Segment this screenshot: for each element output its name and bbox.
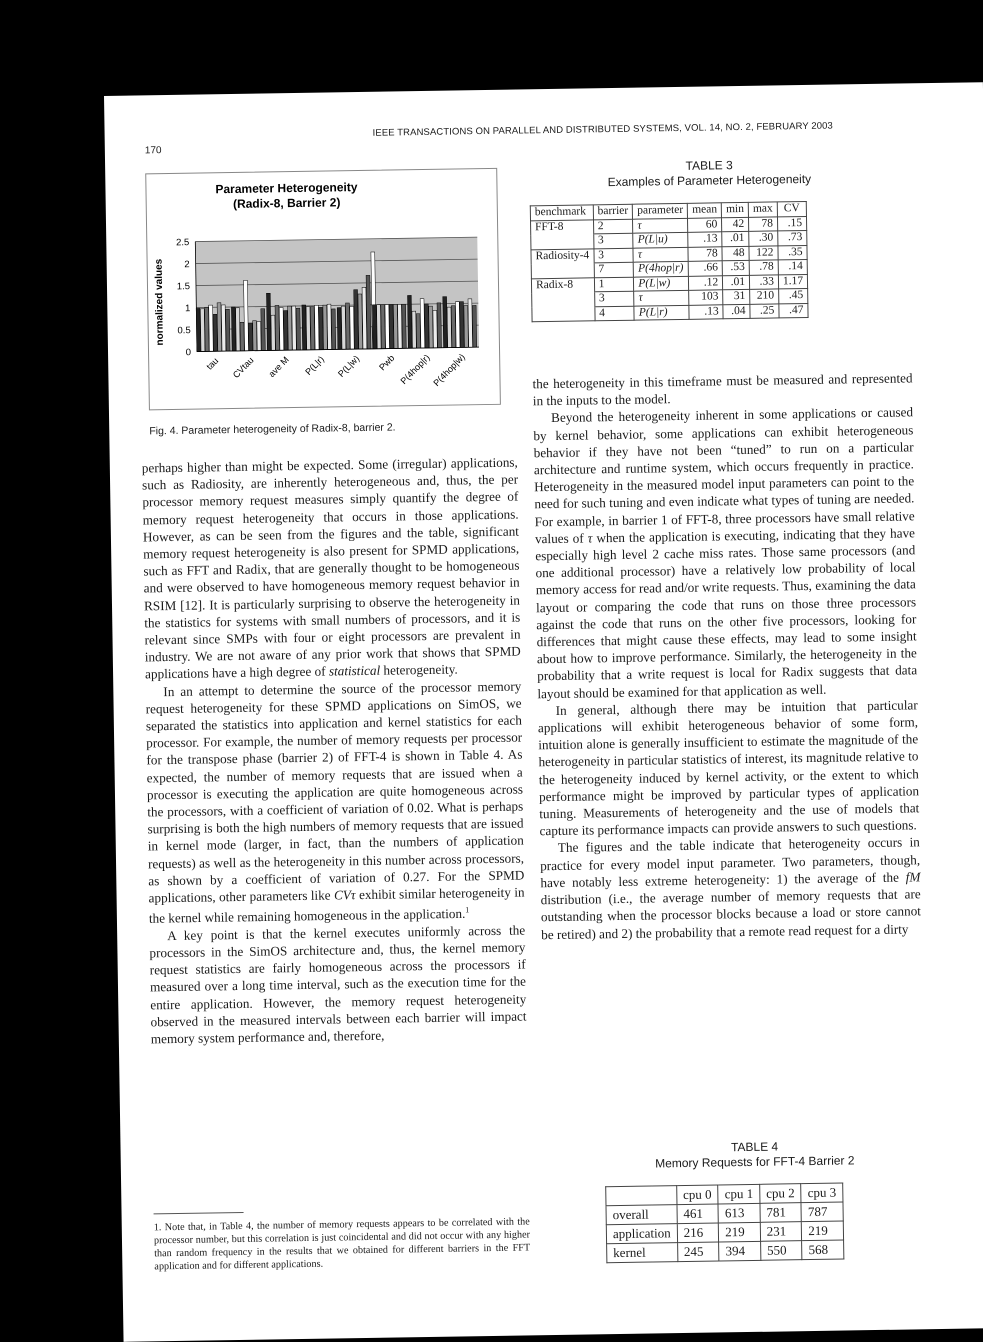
bar: [296, 308, 300, 350]
bar: [323, 305, 327, 349]
bar: [196, 308, 200, 351]
bar: [236, 308, 240, 351]
chart-title-line1: Parameter Heterogeneity: [215, 180, 358, 197]
y-tick-label: 1.5: [176, 281, 191, 293]
table-cell-parameter: P(L|r): [634, 305, 689, 320]
text-run: Beyond the heterogeneity inherent in some applications or caused by kernel behavior, some applications can exhibit heterogeneous behavior if they have not been “tuned” to run on a particular architecture and runtime system, which occurs frequently in practice. Heterogeneity in the measured model input parameters can point to the need for such tuning and even indicate what types of tuning are needed. For example, in barrier 1 of FFT-8, three processors have small relative values of: [533, 404, 915, 547]
text-run: In an attempt to determine the source of the processor memory request heterogeneity for these SPMD applications on SimOS, we separated the statistics into application and kernel statistics for each processor. For example, the number of memory requests per processor for the transpose phase (barrier 2) of FFT-4 is shown in Table 4. As expected, the number of memory requests that are issued when a processor is executing the application are quite homogeneous across the processors, with a coefficient of variation of 0.02. What is perhaps surprising is both the high numbers of memory requests that are issued in kernel mode (larger, in fact, than the numbers of application requests) as well as the heterogeneity in this number across processors, as shown by a coefficient of variation of 0.27. For the SPMD applications, other parameters like: [145, 678, 525, 906]
bar: [377, 305, 381, 349]
table-3-label: TABLE 3: [685, 158, 733, 173]
bar: [372, 305, 376, 349]
chart-y-axis-label: normalized values: [153, 258, 166, 346]
paragraph: [145, 677, 525, 927]
bar: [429, 306, 433, 348]
bar: [451, 306, 455, 348]
y-tick-label: 0.5: [177, 325, 191, 337]
table-cell: 231: [760, 1222, 802, 1242]
table-cell-max: .25: [750, 303, 779, 318]
table-cell-min: .53: [722, 260, 749, 275]
bar: [314, 305, 318, 349]
table-cell: 568: [802, 1240, 844, 1260]
math-fm: fM: [905, 869, 921, 885]
table-cell-benchmark: [531, 234, 594, 249]
table-cell-mean: .13: [689, 304, 723, 319]
table-cell-benchmark: [532, 292, 595, 307]
bar: [240, 322, 244, 351]
chart-title-line2: (Radix-8, Barrier 2): [232, 195, 341, 211]
table-cell-max: 122: [749, 245, 778, 260]
bar: [412, 311, 416, 348]
bar: [275, 305, 280, 350]
text-run: exhibit similar heterogeneity in the kernel while remaining homogeneous in the application.: [148, 884, 525, 927]
bar: [261, 309, 265, 351]
table-cell-mean: 78: [688, 246, 722, 261]
bar: [302, 305, 307, 350]
table-header-cell: min: [721, 202, 748, 217]
table-row: [607, 1240, 844, 1263]
table-header-cell: benchmark: [530, 205, 593, 220]
footnote-marker: 1: [465, 905, 470, 915]
x-tick-label: tau: [204, 355, 221, 372]
bar: [460, 302, 465, 348]
bar: [443, 297, 448, 348]
table-cell-parameter: τ: [633, 247, 688, 262]
bar: [468, 299, 473, 347]
table-header-cell: [606, 1186, 677, 1206]
bar: [385, 305, 389, 349]
table-cell-mean: .12: [689, 275, 723, 290]
bar: [331, 309, 335, 350]
right-column: [532, 369, 921, 943]
bar: [464, 306, 468, 348]
table-cell-min: .01: [723, 275, 750, 290]
table-row-label: application: [606, 1224, 677, 1244]
x-tick-label: P(4hop|w): [431, 351, 467, 389]
text-run: when the application is executing, indicating that they have especially high level 2 cache miss rates. Those same processors (and one additional processor) have a relatively low probability of local memory access for read and/or write requests. Thus, examining the data layout or comparing the code that runs on those three processors against the code that runs on the other five processors, looking for differences that might cause these effects, may lead to some insight about how to improve performance. Similarly, the heterogeneity in the probability that a write request is local for Radix suggests that data layout should be examined for that application as well.: [535, 525, 918, 701]
table-header-cell: max: [748, 202, 777, 217]
bar: [389, 304, 393, 348]
table-cell-max: .78: [749, 260, 778, 275]
math-cv-tau: CVτ: [333, 887, 356, 903]
table-cell: 219: [802, 1221, 844, 1241]
paragraph: [540, 834, 922, 943]
table-header-cell: CV: [777, 201, 806, 216]
table-cell: 781: [760, 1203, 802, 1223]
bar: [407, 295, 412, 348]
table-cell-barrier: 7: [594, 262, 634, 277]
table-cell-mean: 60: [688, 217, 722, 232]
bar: [455, 302, 460, 348]
emphasis: statistical: [328, 663, 381, 679]
bar: [231, 307, 235, 351]
bar: [221, 305, 226, 351]
x-tick-label: ave M: [266, 354, 291, 380]
table-cell-mean: .13: [688, 232, 722, 247]
table-cell-benchmark: Radiosity-4: [531, 248, 594, 263]
table-header-cell: cpu 2: [760, 1184, 802, 1204]
table-cell: 216: [677, 1223, 719, 1243]
bar: [248, 323, 252, 351]
bar: [209, 305, 214, 351]
table-header-cell: cpu 3: [801, 1183, 843, 1203]
page-number: 170: [144, 145, 162, 157]
bar: [279, 308, 283, 351]
bar: [337, 308, 341, 350]
table-header-cell: parameter: [633, 203, 688, 218]
table-cell-mean: 103: [689, 290, 723, 305]
table-cell-cv: 1.17: [778, 274, 807, 289]
figure-4: [145, 168, 501, 410]
table-row-label: kernel: [607, 1243, 678, 1263]
bar: [381, 305, 385, 349]
paragraph: [142, 454, 521, 684]
table-cell-cv: .35: [778, 245, 807, 260]
table-cell-parameter: P(L|u): [633, 232, 688, 247]
paragraph: the heterogeneity in this timeframe must be measured and represented in the inputs to the model.: [532, 370, 913, 409]
table-cell-mean: .66: [688, 261, 722, 276]
bar: [310, 307, 314, 350]
table-cell-cv: .14: [778, 259, 807, 274]
bar: [398, 304, 402, 348]
table-3: [530, 201, 809, 322]
table-cell: 550: [760, 1241, 802, 1261]
table-cell-barrier: 2: [593, 219, 633, 234]
table-4: [605, 1183, 844, 1264]
table-header-cell: cpu 0: [676, 1185, 718, 1205]
bar: [420, 299, 425, 348]
table-cell-benchmark: Radix-8: [531, 277, 594, 292]
journal-header: IEEE TRANSACTIONS ON PARALLEL AND DISTRIBUTED SYSTEMS, VOL. 14, NO. 2, FEBRUARY 2003: [372, 120, 833, 139]
table-cell: 394: [719, 1241, 761, 1261]
table-cell-min: 31: [723, 289, 750, 304]
table-cell-max: 78: [749, 216, 778, 231]
bar: [472, 305, 476, 347]
table-4-label: TABLE 4: [730, 1139, 779, 1155]
left-column: [142, 454, 527, 1048]
bar: [424, 304, 428, 348]
bar: [271, 315, 275, 350]
bar: [393, 304, 397, 348]
bar: [319, 307, 323, 349]
bar: [362, 287, 367, 349]
x-tick-label: CVtau: [230, 355, 256, 381]
table-cell: 219: [719, 1222, 761, 1242]
bar: [416, 314, 420, 348]
table-cell: 461: [677, 1204, 719, 1224]
bar: [447, 307, 451, 348]
table-cell-cv: .47: [779, 303, 808, 318]
bar: [288, 306, 292, 350]
paragraph: In general, although there may be intuition that particular applications will exhibit heterogeneous behavior of some form, intuition alone is generally insufficient to estimate the magnitude of the heterogeneity in particular statistics of interest, its magnitude relative to the heterogeneity induced by kernel activity, or the extent to which performance might be improved by particular types of application tuning. Measurements of heterogeneity and the use of models that capture its performance impacts can provide answers to such questions.: [537, 697, 920, 839]
math-tau: τ: [587, 530, 593, 546]
table-row: [532, 303, 808, 322]
table-cell: 245: [677, 1242, 719, 1262]
table-row-label: overall: [606, 1205, 677, 1225]
bar: [350, 306, 354, 349]
bar: [205, 307, 209, 351]
bar: [366, 275, 371, 349]
table-cell-min: 48: [722, 246, 749, 261]
table-cell-benchmark: [532, 306, 595, 321]
table-cell: 613: [718, 1203, 760, 1223]
x-tick-label: P(4hop|r): [398, 352, 432, 387]
table-cell-max: .33: [749, 274, 778, 289]
paragraph: [533, 404, 918, 702]
y-tick-label: 0: [185, 347, 192, 359]
bar: [433, 310, 437, 347]
bar: [200, 309, 204, 352]
bar: [253, 321, 257, 351]
table-cell-max: 210: [750, 289, 779, 304]
text-run: heterogeneity.: [380, 661, 458, 679]
y-tick-label: 2.5: [176, 237, 190, 249]
table-cell: 787: [801, 1202, 843, 1222]
table-4-caption: Memory Requests for FFT-4 Barrier 2: [655, 1153, 855, 1171]
bar: [213, 314, 217, 351]
table-cell-cv: .45: [779, 288, 808, 303]
text-run: The figures and the table indicate that heterogeneity occurs in practice for every model input parameter. Two parameters, though, have notably less extreme heterogeneity: 1) the average of the: [540, 834, 921, 891]
y-tick-label: 1: [184, 303, 191, 315]
table-cell-benchmark: FFT-8: [531, 219, 594, 234]
table-cell-barrier: 4: [595, 306, 635, 321]
bar: [244, 280, 249, 350]
figure-caption: Fig. 4. Parameter heterogeneity of Radix-8, barrier 2.: [149, 421, 396, 438]
bar: [226, 309, 230, 351]
table-cell-min: 42: [722, 217, 749, 232]
table-cell-barrier: 3: [593, 233, 633, 248]
footnote: [154, 1215, 531, 1273]
table-cell-parameter: τ: [634, 290, 689, 305]
table-header-cell: mean: [688, 203, 722, 218]
table-3-caption: Examples of Parameter Heterogeneity: [607, 171, 812, 190]
footnote-text: 1. Note that, in Table 4, the number of memory requests appears to be correlated with the processor number, but this correlation is just coincidental and did not occur with any higher than random frequency in the results that we obtained for different barriers in the FFT application and for different applications.: [153, 1216, 531, 1273]
table-cell-min: .04: [723, 304, 750, 319]
text-run: distribution (i.e., the average number of memory requests that are outstanding when the processor blocks because a load or store cannot be retired) and 2) the probability that a remote read request for a dirty: [540, 886, 922, 942]
bar-chart: [146, 169, 500, 409]
table-cell-cv: .15: [777, 216, 806, 231]
bar: [437, 303, 442, 348]
table-cell-barrier: 1: [594, 277, 634, 292]
table-cell-parameter: P(L|w): [634, 276, 689, 291]
paper-page: [104, 82, 983, 1342]
bar: [341, 306, 345, 349]
table-cell-barrier: 3: [594, 291, 634, 306]
table-cell-parameter: τ: [633, 218, 688, 233]
bar: [266, 293, 271, 350]
table-header-cell: cpu 1: [718, 1184, 760, 1204]
bar: [358, 294, 363, 349]
table-cell-benchmark: [531, 263, 594, 278]
x-tick-label: P(L|w): [336, 353, 362, 379]
bar: [292, 306, 296, 350]
paragraph: A key point is that the kernel executes uniformly across the processors in the SimOS architecture and, thus, the kernel memory request statistics are fairly homogeneous across the processors if measured over a long time interval, such as the execution time for the entire application. However, the memory request heterogeneity observed in the measured intervals between each barrier will impact memory system performance and, therefore,: [149, 922, 527, 1047]
bar: [284, 311, 288, 351]
bar: [346, 303, 351, 349]
bar: [327, 304, 332, 349]
table-cell-cv: .73: [778, 230, 807, 245]
y-tick-label: 2: [184, 259, 190, 271]
x-tick-label: Pwb: [377, 352, 397, 373]
text-run: perhaps higher than might be expected. Some (irregular) applications, such as Radiosity, are inherently heterogeneous and, thus, the per processor memory request measures simply quantify the degree of memory request heterogeneity that occurs in those applications. However, as can be seen from the figures and the table, significant memory request heterogeneity is also present for SPMD applications, such as FFT and Radix, that are generally thought to be homogeneous and were observed to have homogeneous memory request behavior in RSIM [12]. It is particularly surprising to observe the heterogeneity in the statistics for systems with small numbers of processors, and it is relevant since SMPs with four or eight processors are prevalent in industry. We are not aware of any prior work that shows that SPMD applications have a high degree of: [141, 454, 521, 682]
table-3-title: [529, 156, 889, 192]
bar: [306, 307, 310, 350]
table-header-cell: barrier: [593, 204, 633, 219]
footnote-rule: [154, 1212, 244, 1214]
table-cell-max: .30: [749, 231, 778, 246]
table-cell-min: .01: [722, 231, 749, 246]
bar: [257, 322, 261, 351]
table-cell-barrier: 3: [594, 248, 634, 263]
bar: [402, 304, 406, 348]
bar: [217, 303, 222, 351]
x-tick-label: P(L|r): [303, 354, 326, 378]
table-4-title: [604, 1138, 904, 1173]
bar: [354, 290, 359, 349]
table-cell-parameter: P(4hop|r): [634, 261, 689, 276]
